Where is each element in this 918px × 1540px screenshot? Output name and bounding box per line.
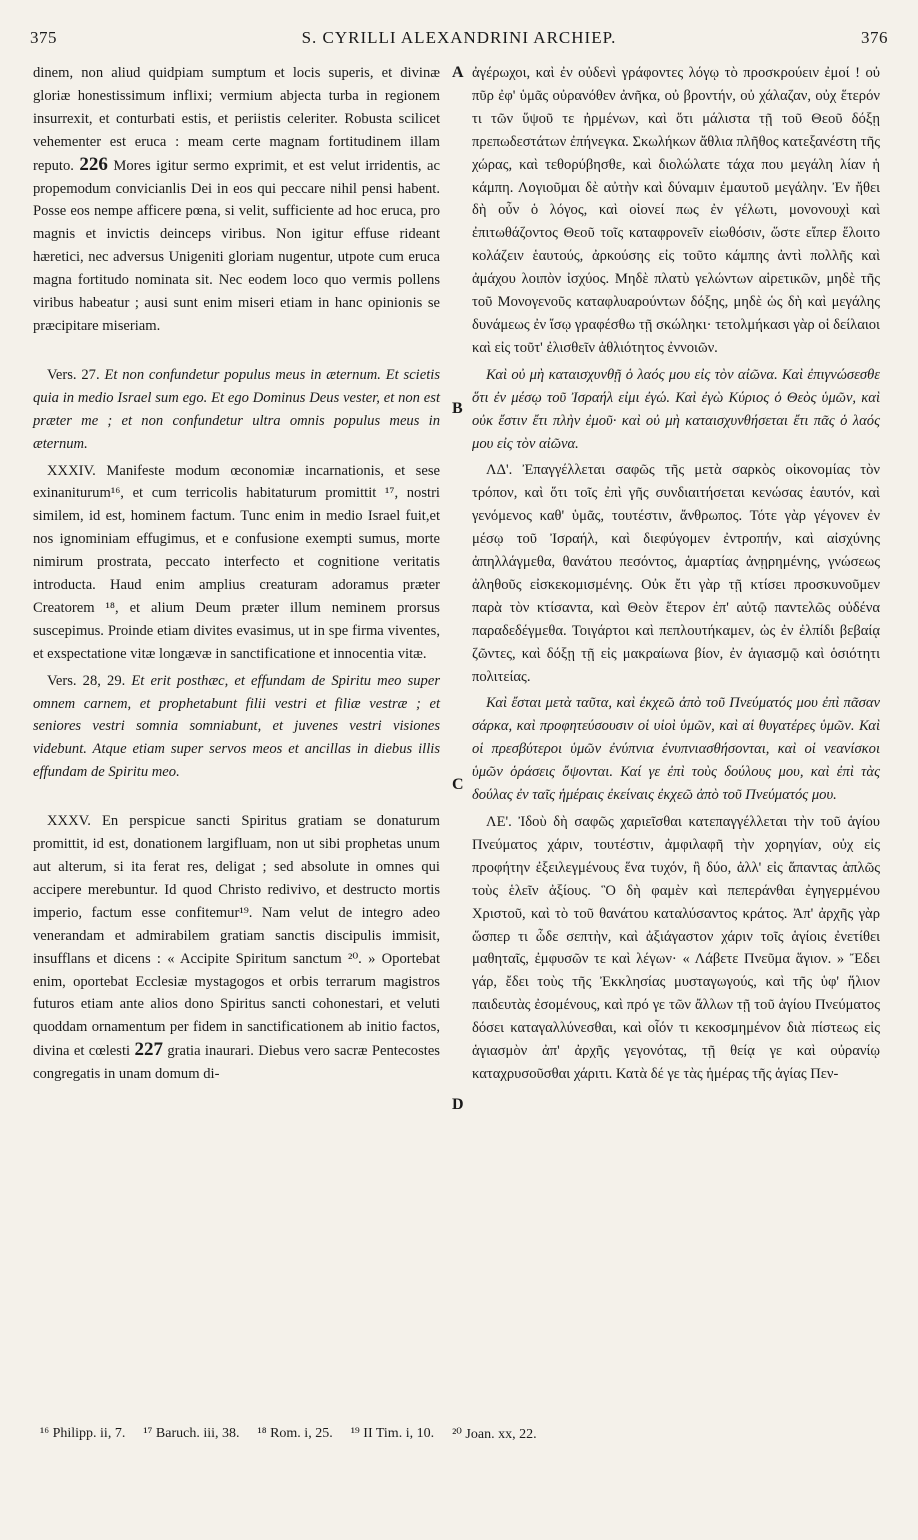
latin-column bbox=[33, 62, 440, 1090]
footnotes bbox=[40, 1426, 878, 1443]
page-header bbox=[30, 28, 888, 54]
section-35-latin: XXXV. En perspicue sancti Spiritus gratiam se donaturum promittit, id est, donationem largifluam, non ut sibi prophetas unum aut alterum, si ita ferat res, deligat ; sed absolute in omnes qui accipere merebuntur. Id quod Christo redivivo, et destructo mortis imperio, factum esse confitemur¹⁹. Nam velut de integro adeo venerandam et admirabilem gratiam sanctis discipulis immisit, insufflans et dicens : « Accipite Spiritum sanctum ²⁰. » Oportebat enim, oportebat Ecclesiæ mystagogos et orbis terrarum magistros futuros etiam ante alios dono Spiritus sancti cohonestari, et veluti quoddam ornamentum per fidem in sanctificationem ab initio factos, divina et cœlesti 227 gratia inaurari. Diebus vero sacræ Pentecostes congregatis in unam domum di- bbox=[33, 813, 440, 1083]
column-number: 227 bbox=[134, 1039, 163, 1061]
footnote: ²⁰ Joan. xx, 22. bbox=[452, 1427, 537, 1442]
verse-27-latin: Vers. 27. Et non confundetur populus meus in æternum. Et scietis quia in medio Israel sum ego. Et ego Dominus Deus vester, et non est præter me ; et non confundetur ultra omnis populus meus in æternum. bbox=[33, 366, 440, 452]
greek-paragraph: ἀγέρωχοι, καὶ ἐν οὐδενὶ γράφοντες λόγῳ τὸ προσκρούειν ἐμοί ! οὐ πῦρ ἐφ' ὑμᾶς οὐρανόθεν ἀνῆκα, οὐ βροντήν, οὐ χάλαζαν, οὐχ ἕτερόν τι τῶν ὕψοῦ τε ἠρμένων, καὶ ὅτι μάλιστα τῇ τοῦ Θεοῦ δόξῃ πρεπωδεστάτων ἐπήνεγκα. Σκωλήκων ἄθλια πλῆθος κατεξανέστη τῆς χώρας, καὶ τεθορύβησθε, καὶ διολώλατε τάχα που μεγάλη λίαν ἡ κάμπη. Λογιοῦμαι δὲ αὐτὴν καὶ δύναμιν ἐμαυτοῦ μεγάλην. Ἐν ἤθει δὴ οὖν ὁ λόγος, καὶ οἱονεί πως ἐν γέλωτι, μονονουχὶ καὶ ἐπιτωθάζοντος Θεοῦ τοῖς καταφρονεῖν εἰωθόσιν, ὥστε εἴπερ ἕλοιτο κολάζειν ἑαυτούς, ἀρκούσης εἰς τοῦτο κάμπης ἀντὶ πολλῆς καὶ ἀμάχου λοιπὸν ἰσχύος. Μηδὲ πλατὺ γελώντων αἱρετικῶν, μηδὲ τῆς τοῦ Μονογενοῦς καταφλυαρούντων δόξης, μηδὲ ὡς δὴ καὶ μεγάλης δυνάμεως ἐν ἴσῳ γραφέσθω τῇ σκώληκι· τετολμήκασι γὰρ οἱ δείλαιοι καὶ εἰς τοῦτ' ἐλισθεῖν ἀθλιότητος ἐννοιῶν. bbox=[472, 65, 880, 356]
footnote: ¹⁸ Rom. i, 25. bbox=[257, 1426, 333, 1441]
section-label: XXXIV. bbox=[47, 462, 96, 479]
greek-column bbox=[472, 62, 880, 1090]
margin-letter-d: D bbox=[452, 1096, 464, 1113]
margin-letter-b: B bbox=[452, 400, 463, 417]
verse-label: Vers. 28, 29. bbox=[47, 672, 126, 689]
verse-28-latin: Vers. 28, 29. Et erit posthæc, et effundam de Spiritu meo super omnem carnem, et prophetabunt filii vestri et filiæ vestræ ; et seniores vestri somnia somniabunt, et juvenes vestri visiones videbunt. Atque etiam super servos meos et ancillas in diebus illis effundam de Spiritu meo. bbox=[33, 672, 440, 781]
column-number: 226 bbox=[79, 153, 108, 175]
section-34-greek: ΛΔ'. Ἐπαγγέλλεται σαφῶς τῆς μετὰ σαρκὸς οἰκονομίας τὸν τρόπον, καὶ ὅτι τοῖς ἐπὶ γῆς συνδιαιτήσεται κενώσας ἑαυτόν, καὶ γενόμενος καθ' ὑμᾶς, τουτέστιν, ἄνθρωπος. Τότε γὰρ γέγονεν ἐν μέσῳ τοῦ Ἰσραήλ, καὶ διεφύγομεν ἐντροπήν, καὶ αἰσχύνης ἀπηλλάγμεθα, θανάτου πεσόντος, ἁμαρτίας ἀνῃρημένης, γνώσεως ἀληθοῦς εἰσκεκομισμένης. Οὐκ ἔτι γὰρ τῇ κτίσει προσκυνοῦμεν παρὰ τὸν κτίσαντα, καὶ Θεὸν ἕτερον ἐπ' αὐτῷ παντελῶς οὐδένα παραδεδέγμεθα. Τοιγάρτοι καὶ πεπλουτήκαμεν, ὡς ἐν ἐλπίδι βεβαίᾳ ζῶντες, καὶ δόξῃ τῇ εἰς μακραίωνα βίον, ἐν ἁγιασμῷ καὶ ὁσιότητι πολιτείας. bbox=[472, 462, 880, 685]
footnote: ¹⁹ II Tim. i, 10. bbox=[350, 1426, 435, 1441]
section-label: XXXV. bbox=[47, 813, 91, 830]
running-title: S. CYRILLI ALEXANDRINI ARCHIEP. bbox=[301, 28, 617, 47]
verse-28-greek: Καὶ ἔσται μετὰ ταῦτα, καὶ ἐκχεῶ ἀπὸ τοῦ Πνεύματός μου ἐπὶ πᾶσαν σάρκα, καὶ προφητεύσουσιν οἱ υἱοὶ ὑμῶν, καὶ αἱ θυγατέρες ὑμῶν. Καὶ οἱ πρεσβύτεροι ὑμῶν ἐνύπνια ἐνυπνιασθήσονται, καὶ οἱ νεανίσκοι ὑμῶν ὁράσεις ὄψονται. Καί γε ἐπὶ τοὺς δούλους μου, καὶ ἐπὶ τὰς δούλας ἐν ταῖς ἡμέραις ἐκείναις ἐκχεῶ ἀπὸ τοῦ Πνεύματός μου. bbox=[472, 695, 880, 804]
section-34-latin: XXXIV. Manifeste modum œconomiæ incarnationis, et sese exinaniturum¹⁶, et cum terricolis habitaturum promittit ¹⁷, nostri similem, id est, hominem factum. Tunc enim in medio Israel fuit,et nos ignominiam effugimus, et e confusione exempti sumus, morte nimirum prostrata, peccato interfecto et cognitione veritatis introducta. Haud enim amplius creaturam adoramus præter Creatorem ¹⁸, et alium Deum præter illum neminem prorsus suscepimus. Proinde etiam divites evasimus, ut in spe firma viventes, et exspectatione vitæ longævæ in sanctificatione et innocentia vitæ. bbox=[33, 462, 440, 662]
latin-paragraph: dinem, non aliud quidpiam sumptum et locis superis, et divinæ gloriæ honestissimum inflixi; vermium abjecta turba in regionem insurrexit, et conturbati estis, et periistis celeriter. Robusta scilicet vehementer est eruca : meam certe magnam fortitudinem illam reputo. 226 Mores igitur sermo exprimit, et est velut irridentis, ac propemodum convicianlis Dei in eos qui peccare nihil pensi habent. Posse eos nempe afficere pœna, si velit, sufficiente ad hoc eruca, pro magnis et invictis deinceps viribus. Non igitur effuse rideant hæretici, nec adversus Unigeniti gloriam nugentur, utpote cum eruca magna fortitudo nominata sit. Nec eodem loco quo vermis pollens viribus habeatur ; ausi sunt enim miseri etiam in hanc opinionis se præcipitare miseriam. bbox=[33, 65, 440, 334]
footnote: ¹⁶ Philipp. ii, 7. bbox=[40, 1426, 126, 1441]
section-label: ΛΕ'. bbox=[486, 814, 512, 830]
section-label: ΛΔ'. bbox=[486, 462, 513, 479]
section-35-greek: ΛΕ'. Ἰδοὺ δὴ σαφῶς χαριεῖσθαι κατεπαγγέλλεται τὴν τοῦ ἁγίου Πνεύματος χάριν, τουτέστιν, ἀμφιλαφῆ τὴν χορηγίαν, οὐχ εἰς προφήτην ἐξειλεγμένους ἕνα τυχόν, ἢ δύο, ἀλλ' εἰς ἅπαντας ἁπλῶς τοὺς ἑλεῖν ἀξίους. Ὃ δὴ φαμὲν καὶ πεπεράνθαι ἐγηγερμένου Χριστοῦ, καὶ τὸ τοῦ θανάτου καταλύσαντος κράτος. Ἀπ' ἀρχῆς γὰρ ὥσπερ τι ὧδε σεπτὴν, καὶ ἀξιάγαστον χάριν τοῖς ἁγίοις ἐνετίθει μαθηταῖς, ἐμφυσῶν τε καὶ λέγων· « Λάβετε Πνεῦμα ἅγιον. » Ἔδει γάρ, ἔδει τοὺς τῆς Ἐκκλησίας μυσταγωγούς, καὶ τῆς ὑφ' ἥλιον παιδευτὰς ἐσομένους, καὶ πρό γε τῶν ἄλλων τῇ τοῦ ἁγίου Πνεύματος δόσει καταγαλλύνεσθαι, καὶ οἷόν τι κεκοσμημένον διὰ πίστεως εἰς ἁγιασμὸν ἀπ' ἀρχῆς γεγονότας, τῇ θείᾳ γε καὶ οὐρανίῳ καταχρυσοῦσθαι χάριτι. Κατὰ δέ γε τὰς ἡμέρας τῆς ἁγίας Πεν- bbox=[472, 814, 880, 1082]
footnote: ¹⁷ Baruch. iii, 38. bbox=[143, 1426, 240, 1441]
page-number-left: 375 bbox=[30, 28, 57, 47]
verse-27-greek: Καὶ οὐ μὴ καταισχυνθῇ ὁ λαός μου εἰς τὸν αἰῶνα. Καὶ ἐπιγνώσεσθε ὅτι ἐν μέσῳ τοῦ Ἰσραήλ εἰμι ἐγώ. Καὶ ἐγὼ Κύριος ὁ Θεὸς ὑμῶν, καὶ οὐκ ἔστιν ἔτι πλὴν ἐμοῦ· καὶ οὐ μὴ καταισχυνθήσεται ἔτι πᾶς ὁ λαός μου εἰς τὸν αἰῶνα. bbox=[472, 366, 880, 452]
page-number-right: 376 bbox=[861, 28, 888, 47]
margin-letter-c: C bbox=[452, 776, 464, 793]
verse-label: Vers. 27. bbox=[47, 366, 100, 383]
margin-letter-a: A bbox=[452, 64, 464, 81]
